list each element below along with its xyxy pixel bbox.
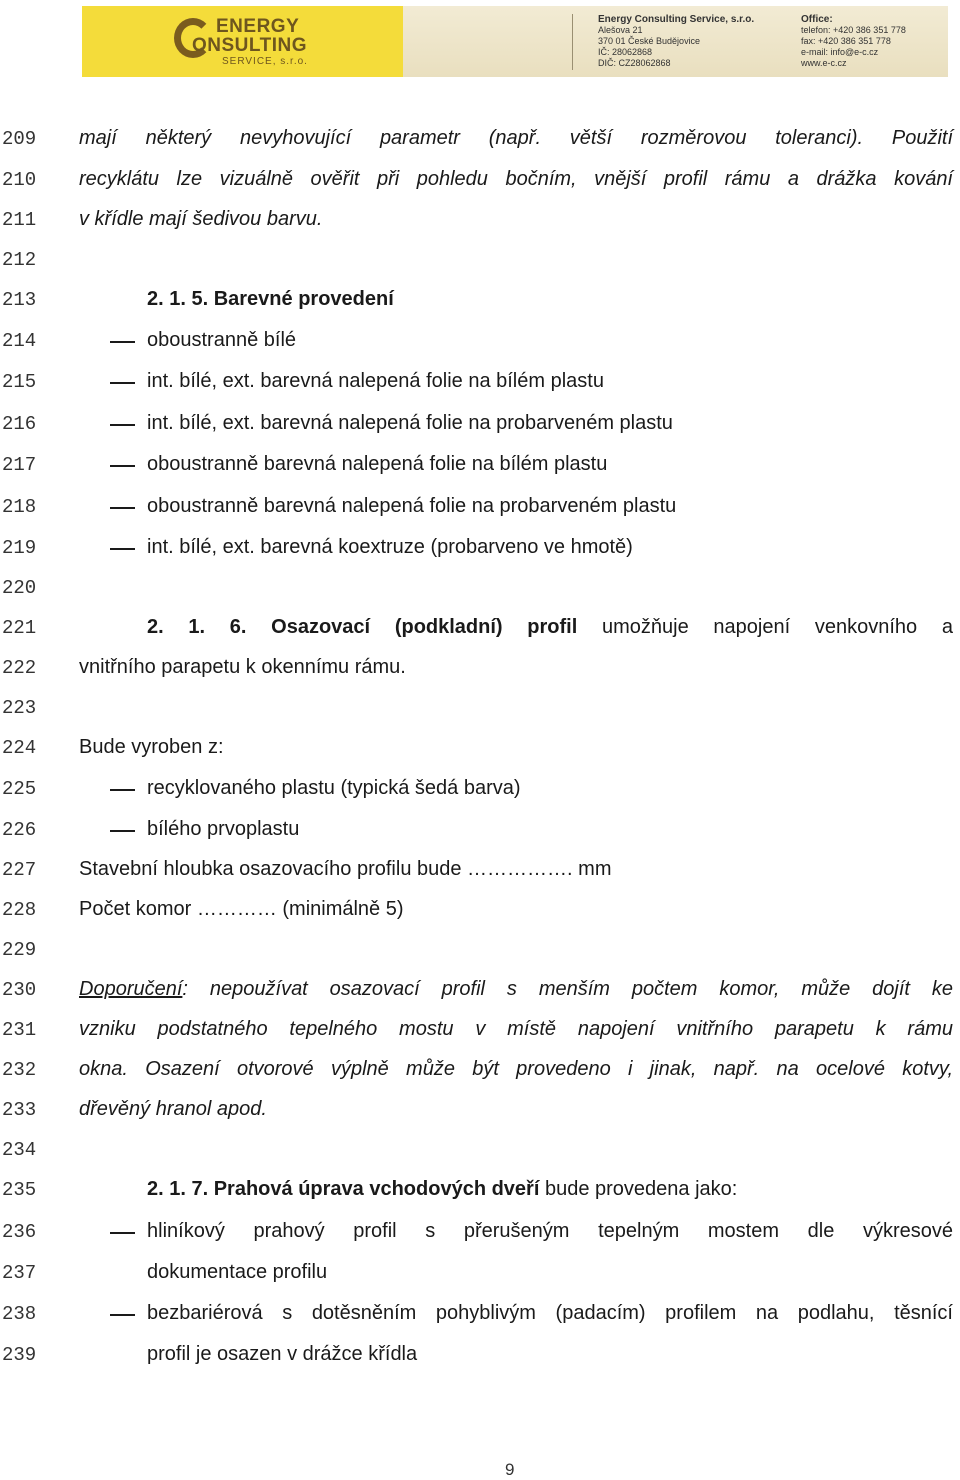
line-number: 231 — [2, 1019, 37, 1041]
office-fax: fax: +420 386 351 778 — [801, 36, 891, 46]
line-number: 223 — [2, 697, 37, 719]
list-item: bezbariérová s dotěsněním pohyblivým (padacím) profilem na podlahu, těsnící — [147, 1302, 953, 1324]
line-number: 215 — [2, 371, 37, 393]
company-dic: DIČ: CZ28062868 — [598, 58, 671, 68]
list-item: oboustranně bílé — [147, 329, 297, 351]
bullet-dash — [110, 341, 135, 343]
line-number: 236 — [2, 1221, 37, 1243]
list-item: oboustranně barevná nalepená folie na probarveném plastu — [147, 495, 677, 517]
line-number: 222 — [2, 657, 37, 679]
section-heading: 2. 1. 5. Barevné provedení — [147, 288, 394, 310]
company-street: Alešova 21 — [598, 25, 643, 35]
bullet-dash — [110, 382, 135, 384]
recommendation-label: Doporučení — [79, 978, 183, 1000]
line-number: 218 — [2, 496, 37, 518]
bullet-dash — [110, 424, 135, 426]
list-item: bílého prvoplastu — [147, 818, 300, 840]
line-number: 209 — [2, 128, 37, 150]
page-number: 9 — [505, 1460, 515, 1479]
paragraph-line: Stavební hloubka osazovacího profilu bude ……………. mm — [79, 858, 612, 880]
company-city: 370 01 České Budějovice — [598, 36, 701, 46]
line-number: 238 — [2, 1303, 37, 1325]
line-number: 227 — [2, 859, 37, 881]
company-name: Energy Consulting Service, s.r.o. — [598, 14, 755, 25]
list-item: int. bílé, ext. barevná nalepená folie na bílém plastu — [147, 370, 604, 392]
office-contact — [801, 14, 906, 69]
line-number: 237 — [2, 1262, 37, 1284]
paragraph-line: recyklátu lze vizuálně ověřit při pohledu bočním, vnější profil rámu a drážka kování — [79, 168, 953, 190]
header-banner — [82, 6, 948, 77]
logo-text-service: SERVICE, s.r.o. — [222, 56, 308, 67]
line-number: 212 — [2, 249, 37, 271]
list-item: recyklovaného plastu (typická šedá barva) — [147, 777, 521, 799]
company-logo — [82, 6, 403, 77]
logo-text-consulting: ONSULTING — [192, 35, 307, 56]
company-ic: IČ: 28062868 — [598, 47, 653, 57]
bullet-dash — [110, 507, 135, 509]
paragraph-line: vnitřního parapetu k okennímu rámu. — [79, 656, 406, 678]
paragraph-line: dřevěný hranol apod. — [79, 1098, 267, 1120]
section-heading-line — [147, 616, 953, 639]
heading-continuation: bude provedena jako: — [544, 1178, 738, 1200]
line-number: 229 — [2, 939, 37, 961]
paragraph-line: Počet komor ………… (minimálně 5) — [79, 898, 404, 920]
line-number: 232 — [2, 1059, 37, 1081]
bullet-dash — [110, 789, 135, 791]
line-number: 213 — [2, 289, 37, 311]
bullet-dash — [110, 1232, 135, 1234]
section-heading-line — [147, 1178, 737, 1201]
line-number: 228 — [2, 899, 37, 921]
company-address — [598, 14, 754, 69]
line-number: 221 — [2, 617, 37, 639]
heading-continuation: umožňuje napojení venkovního a — [602, 616, 953, 638]
office-web: www.e-c.cz — [801, 58, 847, 68]
recommendation-colon: : — [182, 978, 188, 1000]
section-heading: 2. 1. 6. Osazovací (podkladní) profil — [147, 616, 578, 638]
line-number: 230 — [2, 979, 37, 1001]
paragraph-line: okna. Osazení otvorové výplně může být provedeno i jinak, např. na ocelové kotvy, — [79, 1058, 953, 1080]
line-number: 235 — [2, 1179, 37, 1201]
list-item: oboustranně barevná nalepená folie na bílém plastu — [147, 453, 608, 475]
line-number: 224 — [2, 737, 37, 759]
list-item-continuation: profil je osazen v drážce křídla — [147, 1343, 418, 1365]
bullet-dash — [110, 465, 135, 467]
bullet-dash — [110, 830, 135, 832]
paragraph-line: mají některý nevyhovující parametr (např. větší rozměrovou toleranci). Použití — [79, 127, 953, 149]
paragraph-line: v křídle mají šedivou barvu. — [79, 208, 323, 230]
line-number: 216 — [2, 413, 37, 435]
line-number: 234 — [2, 1139, 37, 1161]
recommendation-line — [79, 978, 953, 1001]
section-heading: 2. 1. 7. Prahová úprava vchodových dveří — [147, 1178, 540, 1200]
line-number: 211 — [2, 209, 37, 231]
header-divider — [572, 14, 573, 70]
line-number: 239 — [2, 1344, 37, 1366]
paragraph-line: vzniku podstatného tepelného mostu v místě napojení vnitřního parapetu k rámu — [79, 1018, 953, 1040]
line-number: 214 — [2, 330, 37, 352]
office-email: e-mail: info@e-c.cz — [801, 47, 879, 57]
recommendation-text: nepoužívat osazovací profil s menším počtem komor, může dojít ke — [209, 978, 953, 1000]
line-number: 210 — [2, 169, 37, 191]
line-number: 233 — [2, 1099, 37, 1121]
line-number: 220 — [2, 577, 37, 599]
paragraph-line: Bude vyroben z: — [79, 736, 224, 758]
list-item: int. bílé, ext. barevná koextruze (probarveno ve hmotě) — [147, 536, 633, 558]
office-title: Office: — [801, 14, 833, 25]
line-number: 226 — [2, 819, 37, 841]
office-phone: telefon: +420 386 351 778 — [801, 25, 906, 35]
list-item-continuation: dokumentace profilu — [147, 1261, 328, 1283]
bullet-dash — [110, 1314, 135, 1316]
line-number: 219 — [2, 537, 37, 559]
logo-text-energy: ENERGY — [216, 16, 300, 37]
line-number: 217 — [2, 454, 37, 476]
list-item: int. bílé, ext. barevná nalepená folie na probarveném plastu — [147, 412, 673, 434]
list-item: hliníkový prahový profil s přerušeným tepelným mostem dle výkresové — [147, 1220, 953, 1242]
bullet-dash — [110, 548, 135, 550]
line-number: 225 — [2, 778, 37, 800]
